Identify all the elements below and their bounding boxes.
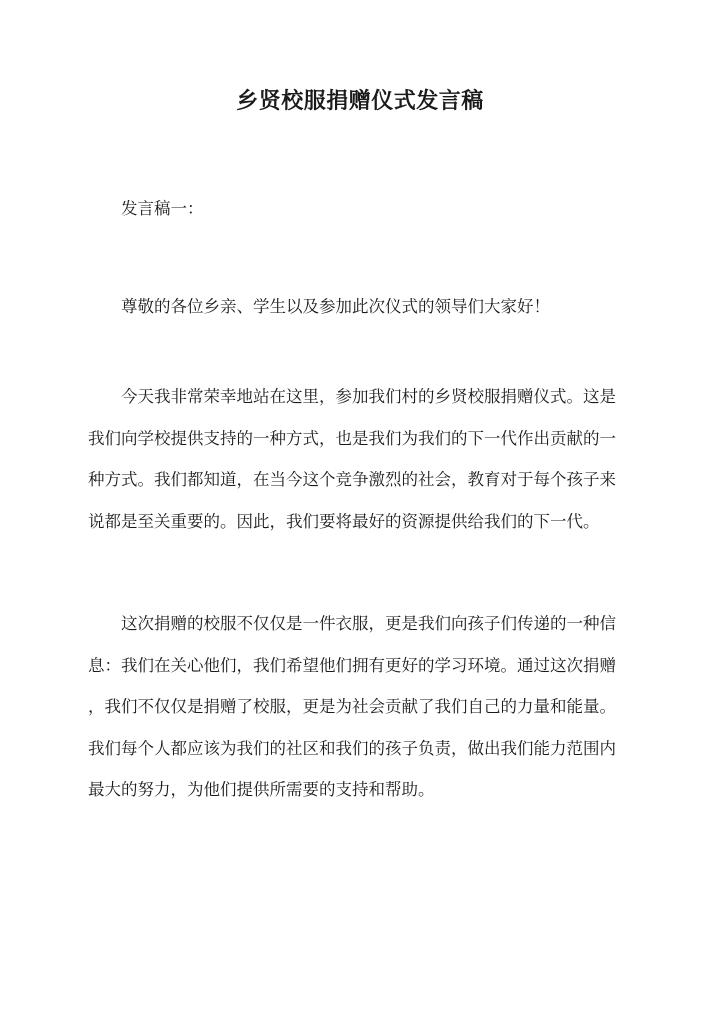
- paragraph-line: 今天我非常荣幸地站在这里，参加我们村的乡贤校服捐赠仪式。这是: [121, 387, 616, 406]
- greeting-paragraph: 尊敬的各位乡亲、学生以及参加此次仪式的领导们大家好！: [121, 297, 550, 316]
- paragraph-line: 息：我们在关心他们，我们希望他们拥有更好的学习环境。通过这次捐赠: [88, 655, 616, 675]
- paragraph-line: 这次捐赠的校服不仅仅是一件衣服，更是我们向孩子们传递的一种信: [121, 614, 616, 633]
- body-paragraph-1: [88, 376, 632, 542]
- paragraph-line: 种方式。我们都知道，在当今这个竞争激烈的社会，教育对于每个孩子来: [88, 470, 616, 489]
- paragraph-line: 说都是至关重要的。因此，我们要将最好的资源提供给我们的下一代。: [88, 511, 600, 531]
- paragraph-line: 最大的努力，为他们提供所需要的支持和帮助。: [88, 780, 435, 799]
- body-paragraph-2: [88, 603, 632, 811]
- section-heading: 发言稿一：: [121, 199, 204, 218]
- paragraph-line: ，我们不仅仅是捐赠了校服，更是为社会贡献了我们自己的力量和能量。: [88, 697, 616, 716]
- paragraph-line: 我们每个人都应该为我们的社区和我们的孩子负责，做出我们能力范围内: [88, 738, 616, 758]
- document-title: 乡贤校服捐赠仪式发言稿: [236, 88, 484, 114]
- paragraph-line: 我们向学校提供支持的一种方式，也是我们为我们的下一代作出贡献的一: [88, 428, 616, 448]
